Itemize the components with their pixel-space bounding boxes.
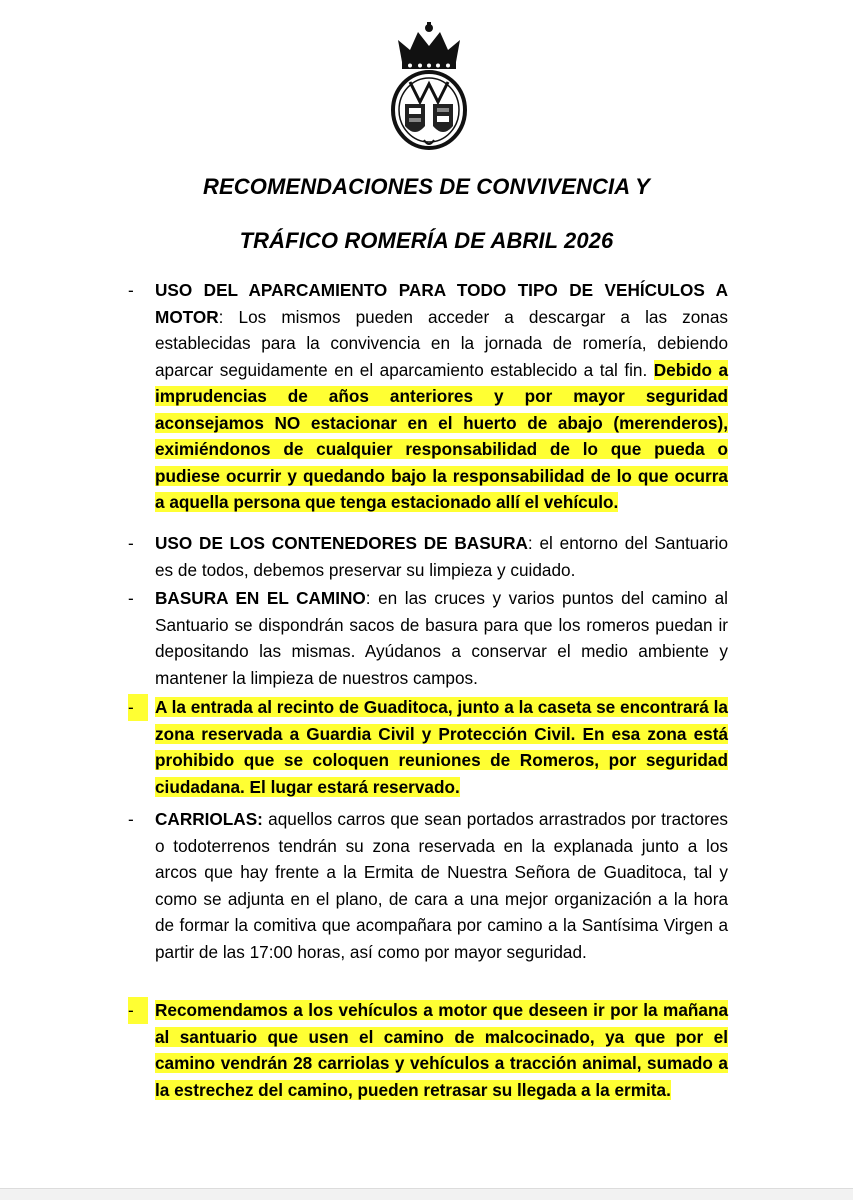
item-heading: CARRIOLAS: <box>155 809 263 829</box>
document-title-line-2: TRÁFICO ROMERÍA DE ABRIL 2026 <box>239 228 614 253</box>
bullet-dash: - <box>128 533 134 553</box>
bullet-dash: - <box>128 997 148 1024</box>
document-title-line-1: RECOMENDACIONES DE CONVIVENCIA Y <box>203 174 650 199</box>
crest-emblem <box>388 22 470 150</box>
highlighted-warning: Recomendamos a los vehículos a motor que deseen ir por la mañana al santuario que usen el camino de malcocinado, ya que por el camino vendrán 28 carriolas y vehículos a tracción animal, sumado a la estrechez del camino, pueden retrasar su llegada a la ermita. <box>155 1000 728 1100</box>
list-item-carriolas <box>128 806 728 965</box>
list-item-reserved-zone <box>128 694 728 800</box>
list-item-trash-road <box>128 585 728 691</box>
list-item-recommendation <box>128 997 728 1103</box>
highlighted-warning: Debido a imprudencias de años anteriores y por mayor seguridad aconsejamos NO estacionar en el huerto de abajo (merenderos), eximiéndonos de cualquier responsabilidad de lo que pueda o pudiese ocurrir y quedando bajo la responsabilidad de lo que ocurra a aquella persona que tenga estacionado allí el vehículo. <box>155 359 729 512</box>
list-item-containers <box>128 530 728 583</box>
item-text: : en las cruces y varios puntos del camino al Santuario se dispondrán sacos de basura para que los romeros puedan ir depositando las mismas. Ayúdanos a conservar el medio ambiente y mantener la limpieza de nuestros campos. <box>155 588 728 688</box>
bullet-dash: - <box>128 280 134 300</box>
item-heading: USO DEL APARCAMIENTO PARA TODO TIPO DE VEHÍCULOS A MOTOR <box>155 280 728 327</box>
list-item-parking <box>128 277 728 516</box>
item-heading: USO DE LOS CONTENEDORES DE BASURA <box>155 533 528 553</box>
bullet-dash: - <box>128 694 148 721</box>
item-heading: BASURA EN EL CAMINO <box>155 588 366 608</box>
highlighted-warning: A la entrada al recinto de Guaditoca, junto a la caseta se encontrará la zona reservada a Guardia Civil y Protección Civil. En esa zona está prohibido que se coloquen reuniones de Romeros, por seguridad ciudadana. El lugar estará reservado. <box>155 697 728 797</box>
item-text: : Los mismos pueden acceder a descargar a las zonas establecidas para la convivencia en la jornada de romería, debiendo aparcar seguidamente en el aparcamiento establecido a tal fin. <box>155 306 728 380</box>
item-text: aquellos carros que sean portados arrastrados por tractores o todoterrenos tendrán su zona reservada en la explanada junto a los arcos que hay frente a la Ermita de Nuestra Señora de Guaditoca, tal y como se adjunta en el plano, de cara a una mejor organización a la hora de formar la comitiva que acompañara por camino a la Santísima Virgen a partir de las 17:00 horas, así como por mayor seguridad. <box>155 809 728 962</box>
item-text: : el entorno del Santuario es de todos, debemos preservar su limpieza y cuidado. <box>155 533 729 580</box>
bullet-dash: - <box>128 809 134 829</box>
bullet-dash: - <box>128 588 134 608</box>
